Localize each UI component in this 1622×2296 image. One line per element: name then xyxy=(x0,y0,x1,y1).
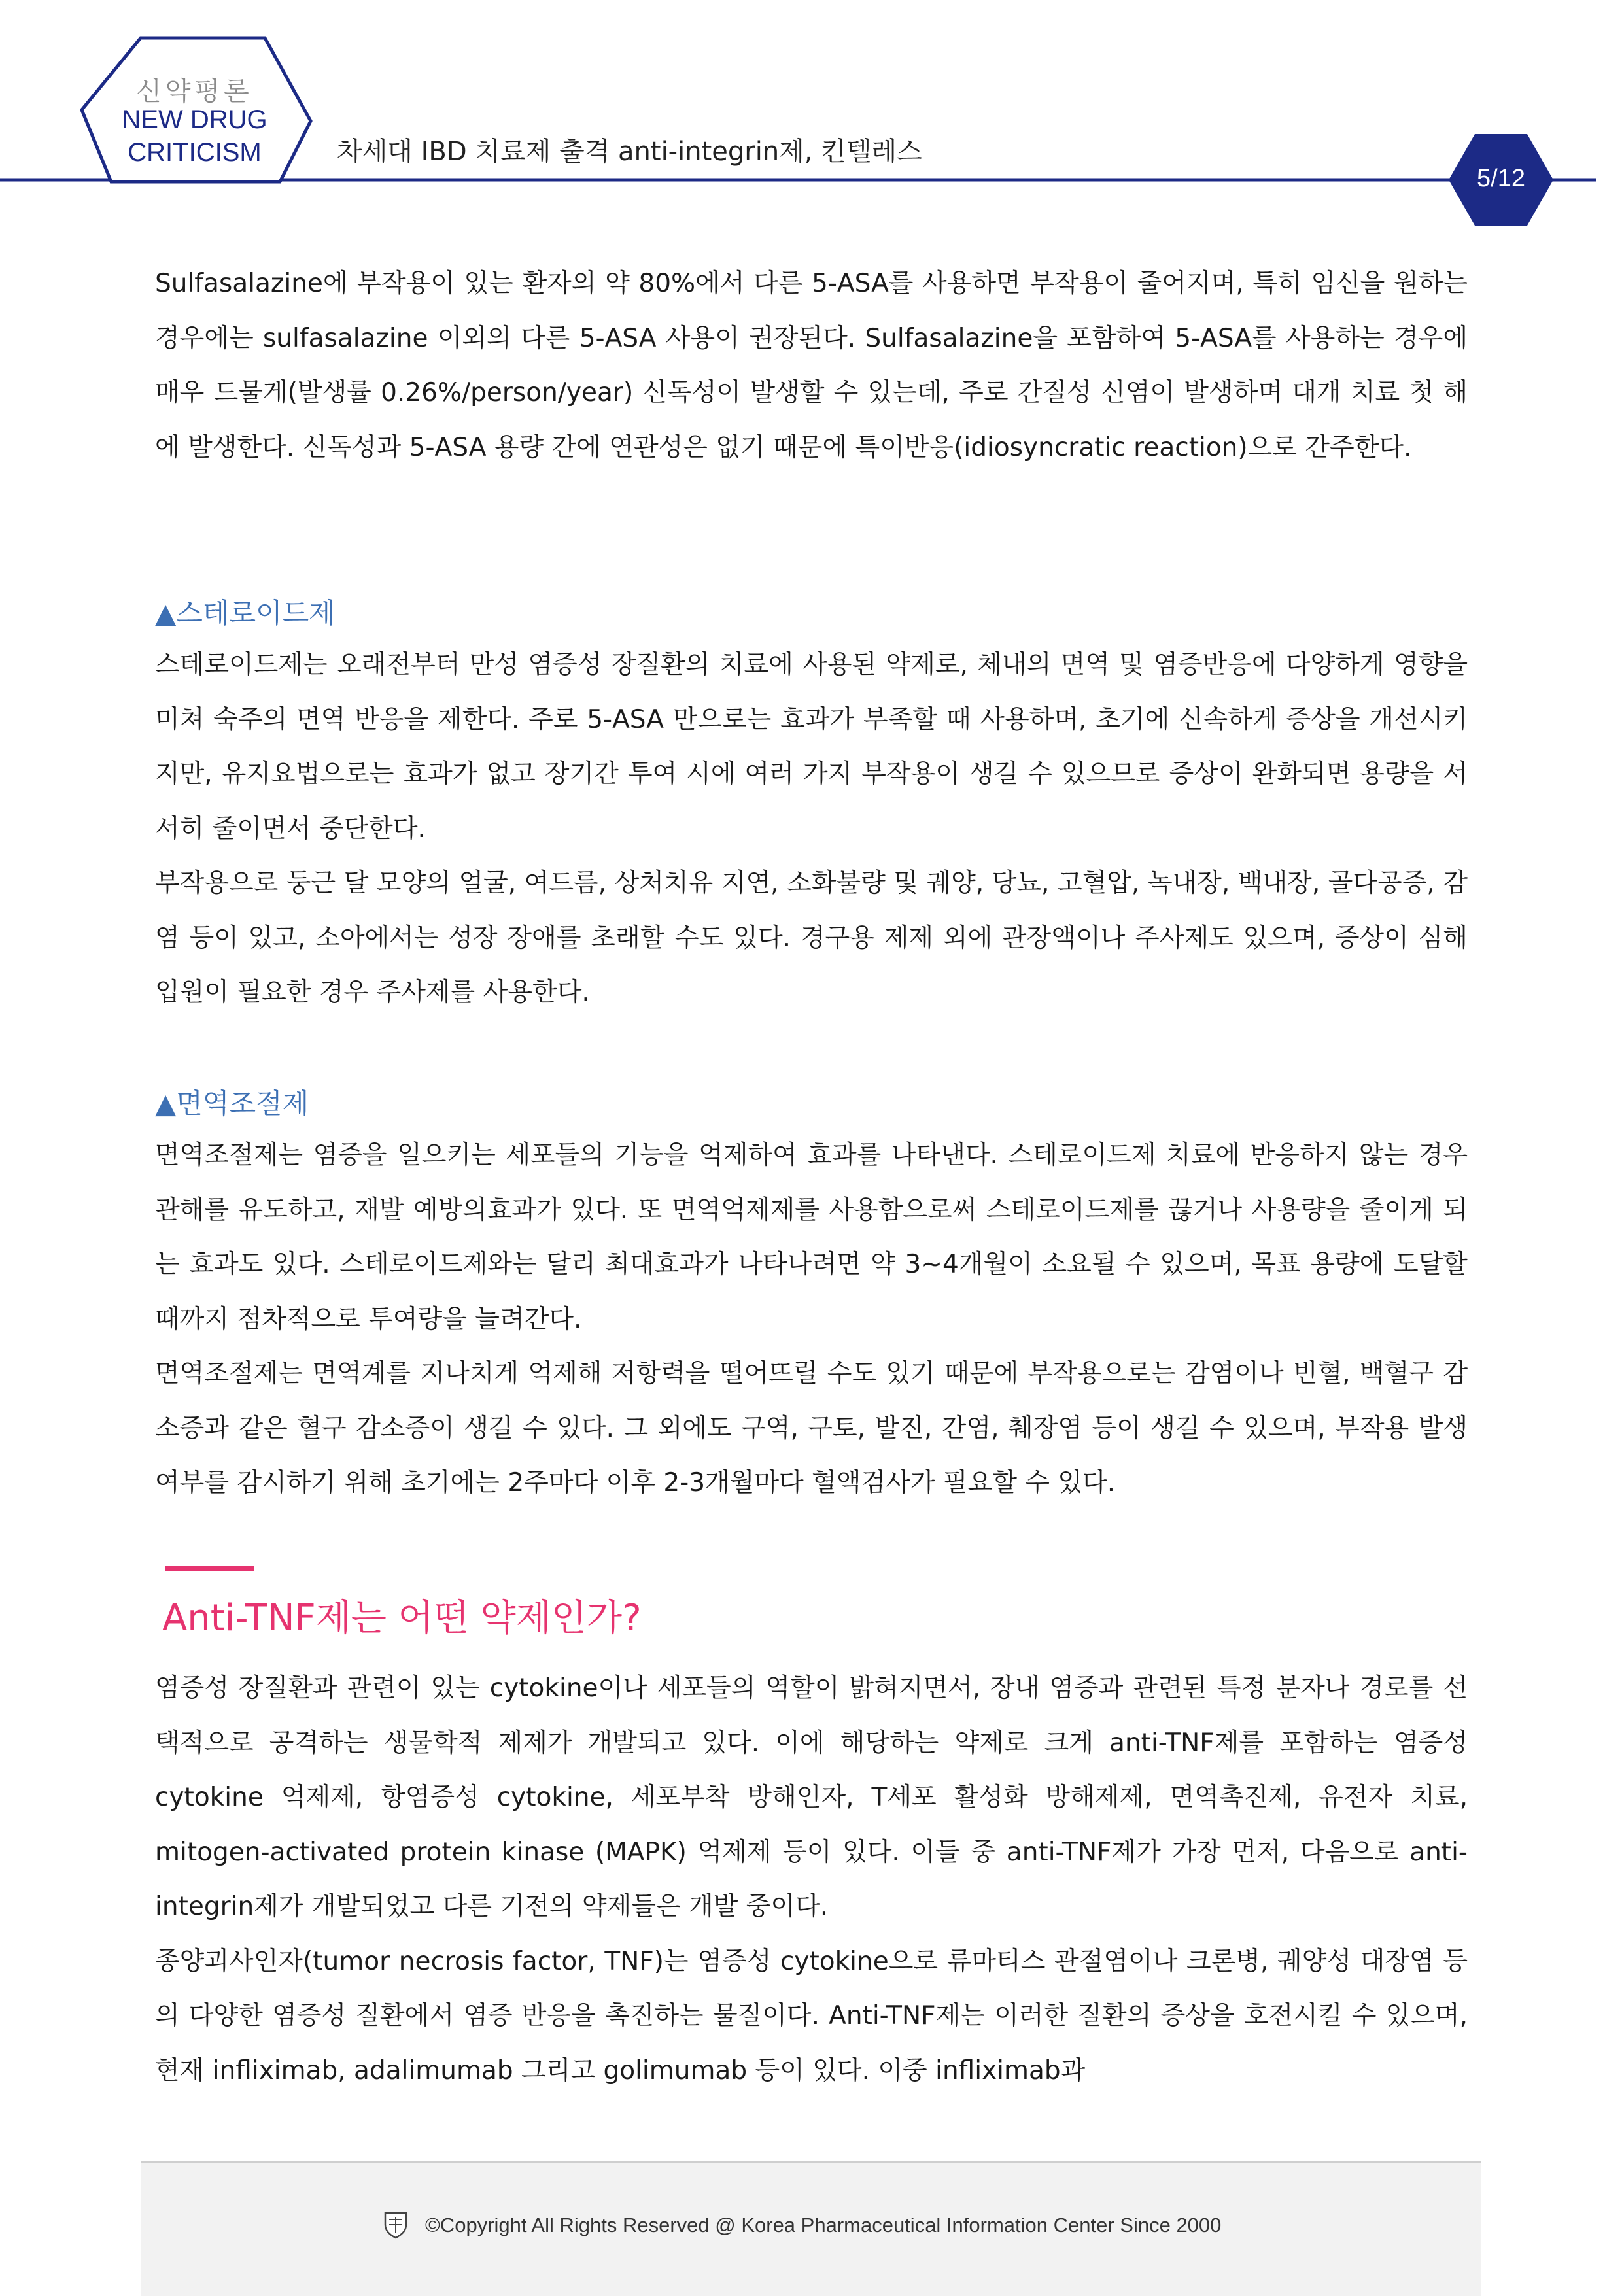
logo-english xyxy=(105,103,285,169)
steroid-paragraph-2: 부작용으로 둥근 달 모양의 얼굴, 여드름, 상처치유 지연, 소화불량 및 궤양, 당뇨, 고혈압, 녹내장, 백내장, 골다공증, 감염 등이 있고, 소아에서는 성장 장애를 초래할 수도 있다. 경구용 제제 외에 관장액이나 주사제도 있으며, 증상이 심해 입원이 필요한 경우 주사제를 사용한다. xyxy=(155,868,1468,1007)
section-heading: Anti-TNF제는 어떤 약제인가? xyxy=(162,1597,642,1639)
copyright-text: ©Copyright All Rights Reserved @ Korea Pharmaceutical Information Center Since 2000 xyxy=(425,2214,1222,2236)
section-block xyxy=(155,1661,1468,2098)
logo-english-line2: CRITICISM xyxy=(128,138,262,167)
steroid-paragraph-1: 스테로이드제는 오래전부터 만성 염증성 장질환의 치료에 사용된 약제로, 체내의 면역 및 염증반응에 다양하게 영향을 미쳐 숙주의 면역 반응을 제한다. 주로 5-ASA 만으로는 효과가 부족할 때 사용하며, 초기에 신속하게 증상을 개선시키지만, 유지요법으로는 효과가 없고 장기간 투여 시에 여러 가지 부작용이 생길 수 있으므로 증상이 완화되면 용량을 서서히 줄이면서 중단한다. xyxy=(155,650,1468,844)
immuno-paragraph-1: 면역조절제는 염증을 일으키는 세포들의 기능을 억제하여 효과를 나타낸다. 스테로이드제 치료에 반응하지 않는 경우 관해를 유도하고, 재발 예방의효과가 있다. 또 면역억제제를 사용함으로써 스테로이드제를 끊거나 사용량을 줄이게 되는 효과도 있다. 스테로이드제와는 달리 최대효과가 나타나려면 약 3~4개월이 소요될 수 있으며, 목표 용량에 도달할 때까지 점차적으로 투여량을 늘려간다. xyxy=(155,1140,1468,1334)
section-paragraph-2: 종양괴사인자(tumor necrosis factor, TNF)는 염증성 cytokine으로 류마티스 관절염이나 크론병, 궤양성 대장염 등의 다양한 염증성 질환에서 염증 반응을 촉진하는 물질이다. Anti-TNF제는 이러한 질환의 증상을 호전시킬 수 있으며, 현재 infliximab, adalimumab 그리고 golimumab 등이 있다. 이중 infliximab과 xyxy=(155,1946,1468,2085)
document-title: 차세대 IBD 치료제 출격 anti-integrin제, 킨텔레스 xyxy=(337,137,922,167)
page-number: 5/12 xyxy=(1477,165,1525,192)
logo-korean: 신약평론 xyxy=(136,77,253,107)
section-paragraph-1: 염증성 장질환과 관련이 있는 cytokine이나 세포들의 역할이 밝혀지면서, 장내 염증과 관련된 특정 분자나 경로를 선택적으로 공격하는 생물학적 제제가 개발되고 있다. 이에 해당하는 약제로 크게 anti-TNF제를 포함하는 염증성 cytokine 억제제, 항염증성 cytokine, 세포부착 방해인자, T세포 활성화 방해제제, 면역촉진제, 유전자 치료, mitogen-activated protein kinase (MAPK) 억제제 등이 있다. 이들 중 anti-TNF제가 가장 먼저, 다음으로 anti-integrin제가 개발되었고 다른 기전의 약제들은 개발 중이다. xyxy=(155,1673,1468,1921)
intro-paragraph: Sulfasalazine에 부작용이 있는 환자의 약 80%에서 다른 5-ASA를 사용하면 부작용이 줄어지며, 특히 임신을 원하는 경우에는 sulfasalazine 이외의 다른 5-ASA 사용이 권장된다. Sulfasalazine을 포함하여 5-ASA를 사용하는 경우에 매우 드물게(발생률 0.26%/person/year) 신독성이 발생할 수 있는데, 주로 간질성 신염이 발생하며 대개 치료 첫 해에 발생한다. 신독성과 5-ASA 용량 간에 연관성은 없기 때문에 특이반응(idiosyncratic reaction)으로 간주한다. xyxy=(155,269,1468,462)
steroid-block xyxy=(155,638,1468,1020)
section-accent-bar xyxy=(165,1566,254,1571)
immuno-paragraph-2: 면역조절제는 면역계를 지나치게 억제해 저항력을 떨어뜨릴 수도 있기 때문에 부작용으로는 감염이나 빈혈, 백혈구 감소증과 같은 혈구 감소증이 생길 수 있다. 그 외에도 구역, 구토, 발진, 간염, 췌장염 등이 생길 수 있으며, 부작용 발생 여부를 감시하기 위해 초기에는 2주마다 이후 2-3개월마다 혈액검사가 필요할 수 있다. xyxy=(155,1359,1468,1498)
page-header xyxy=(0,0,1622,235)
immuno-heading: ▲면역조절제 xyxy=(155,1088,309,1120)
immuno-block xyxy=(155,1128,1468,1511)
shield-icon xyxy=(383,2210,409,2239)
steroid-heading: ▲스테로이드제 xyxy=(155,597,336,629)
logo-english-line1: NEW DRUG xyxy=(122,105,267,134)
intro-block xyxy=(155,256,1468,475)
